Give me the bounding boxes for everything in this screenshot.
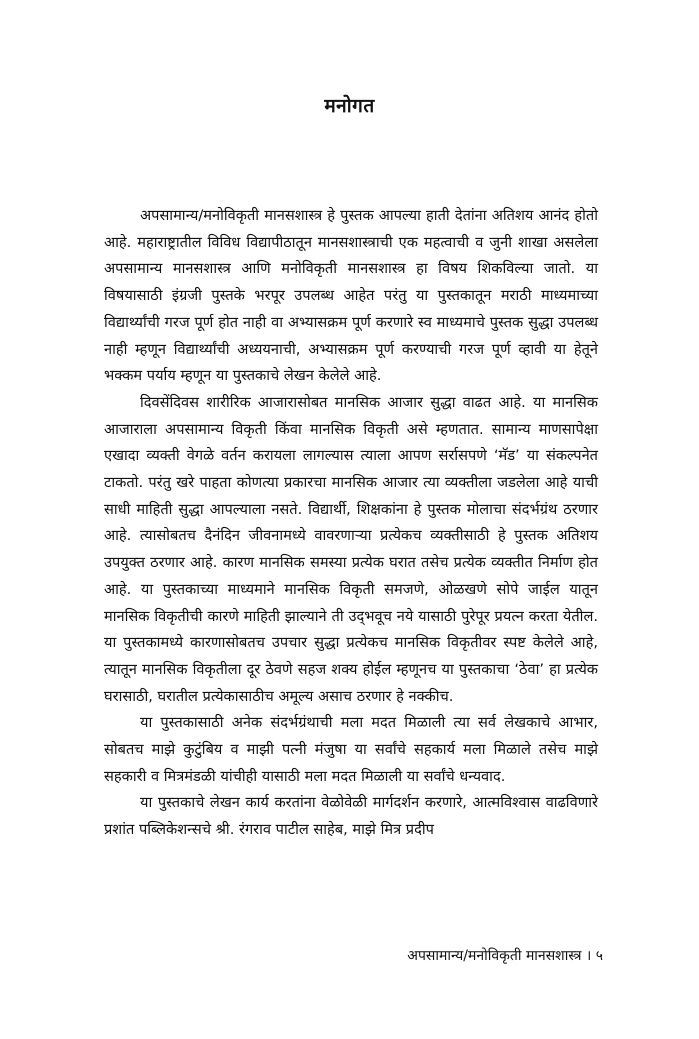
- page-number: ५: [595, 948, 603, 964]
- paragraph-3: या पुस्तकासाठी अनेक संदर्भग्रंथाची मला मदत मिळाली त्या सर्व लेखकाचे आभार, सोबतच माझे कुटुंबिय व माझी पत्नी मंजुषा या सर्वांचे सहकार्य मला मिळाले तसेच माझे सहकारी व मित्रमंडळी यांचीही यासाठी मला मदत मिळाली या सर्वांचे धन्यवाद.: [104, 714, 598, 785]
- footer-separator: ।: [585, 948, 592, 964]
- paragraph-2: दिवसेंदिवस शारीरिक आजारासोबत मानसिक आजार सुद्धा वाढत आहे. या मानसिक आजाराला अपसामान्य विकृती किंवा मानसिक विकृती असे म्हणतात. सामान्य माणसापेक्षा एखादा व्यक्ती वेगळे वर्तन करायला लागल्यास त्याला आपण सर्रासपणे ‘मॅड’ या संकल्पनेत टाकतो. परंतु खरे पाहता कोणत्या प्रकारचा मानसिक आजार त्या व्यक्तीला जडलेला आहे याची साधी माहिती सुद्धा आपल्याला नसते. विद्यार्थी, शिक्षकांना हे पुस्तक मोलाचा संदर्भग्रंथ ठरणार आहे. त्यासोबतच दैनंदिन जीवनामध्ये वावरणाऱ्या प्रत्येकच व्यक्तीसाठी हे पुस्तक अतिशय उपयुक्त ठरणार आहे. कारण मानसिक समस्या प्रत्येक घरात तसेच प्रत्येक व्यक्तीत निर्माण होत आहे. या पुस्तकाच्या माध्यमाने मानसिक विकृती समजणे, ओळखणे सोपे जाईल यातून मानसिक विकृतीची कारणे माहिती झाल्याने ती उद्‌भवूच नये यासाठी पुरेपूर प्रयत्न करता येतील. या पुस्तकामध्ये कारणासोबतच उपचार सुद्धा प्रत्येकच मानसिक विकृतीवर स्पष्ट केलेले आहे, त्यातून मानसिक विकृतीला दूर ठेवणे सहज शक्य होईल म्हणूनच या पुस्तकाचा ‘ठेवा’ हा प्रत्येक घरासाठी, घरातील प्रत्येकासाठीच अमूल्य असाच ठरणार हे नक्कीच.: [104, 393, 598, 705]
- page-footer: [407, 946, 603, 965]
- page-title: मनोगत: [324, 95, 375, 117]
- body-text: [104, 203, 598, 844]
- footer-book-title: अपसामान्य/मनोविकृती मानसशास्त्र: [407, 948, 582, 964]
- paragraph-4: या पुस्तकाचे लेखन कार्य करतांना वेळोवेळी मार्गदर्शन करणारे, आत्मविश्वास वाढविणारे प्रशांत पब्लिकेशन्सचे श्री. रंगराव पाटील साहेब, माझे मित्र प्रदीप: [104, 794, 598, 839]
- paragraph-1: अपसामान्य/मनोविकृती मानसशास्त्र हे पुस्तक आपल्या हाती देतांना अतिशय आनंद होतो आहे. महाराष्ट्रातील विविध विद्यापीठातून मानसशास्त्राची एक महत्वाची व जुनी शाखा असलेला अपसामान्य मानसशास्त्र आणि मनोविकृती मानसशास्त्र हा विषय शिकविल्या जातो. या विषयासाठी इंग्रजी पुस्तके भरपूर उपलब्ध आहेत परंतु या पुस्तकातून मराठी माध्यमाच्या विद्यार्थ्यांची गरज पूर्ण होत नाही वा अभ्यासक्रम पूर्ण करणारे स्व माध्यमाचे पुस्तक सुद्धा उपलब्ध नाही म्हणून विद्यार्थ्यांची अध्ययनाची, अभ्यासक्रम पूर्ण करण्याची गरज पूर्ण व्हावी या हेतूने भक्कम पर्याय म्हणून या पुस्तकाचे लेखन केलेले आहे.: [104, 207, 598, 385]
